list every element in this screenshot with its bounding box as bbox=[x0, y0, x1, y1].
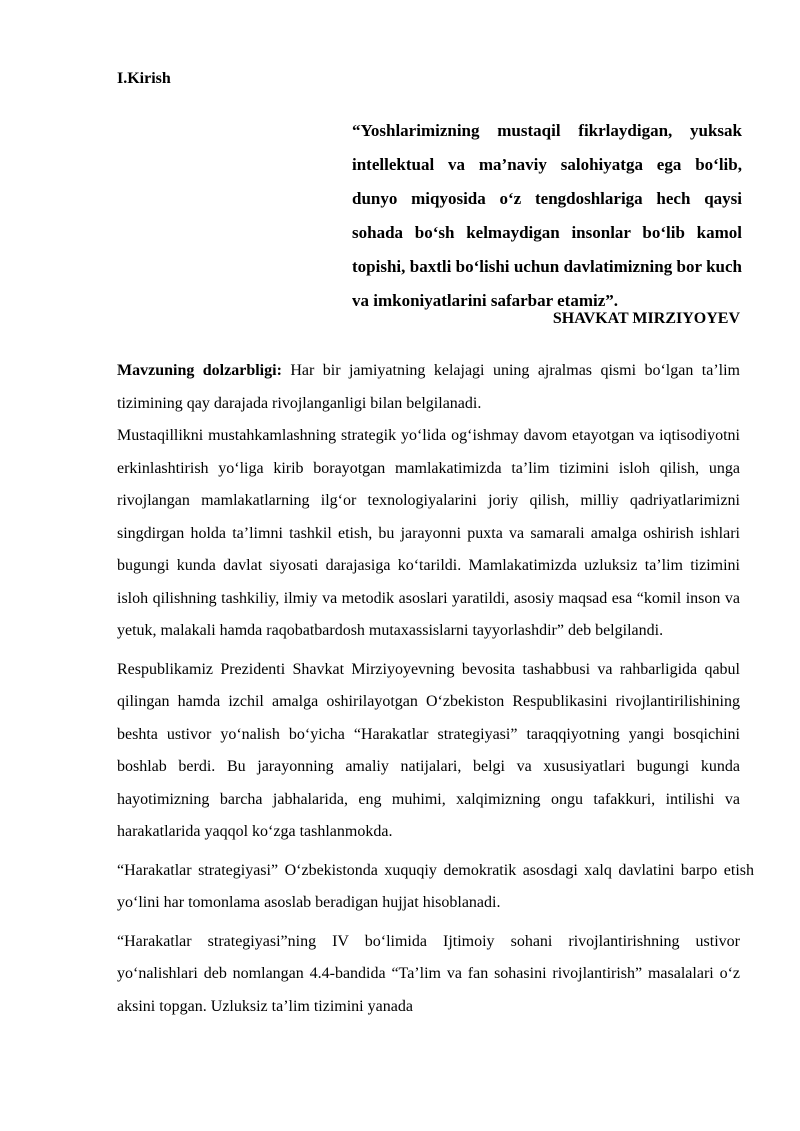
paragraph-strategy-document: “Harakatlar strategiyasi” O‘zbekistonda xuquqiy demokratik asosdagi xalq davlatini barpo etish yo‘lini har tomonlama asoslab beradigan hujjat hisoblanadi. bbox=[117, 861, 754, 911]
body-text bbox=[117, 355, 754, 1029]
epigraph-author: SHAVKAT MIRZIYOYEV bbox=[552, 310, 740, 327]
paragraph-education-section: “Harakatlar strategiyasi”ning IV bo‘limida Ijtimoiy sohani rivojlantirishning ustivor yo‘nalishlari deb nomlangan 4.4-bandida “Ta’lim va fan sohasini rivojlantirish” masalalari o‘z aksini topgan. Uzluksiz ta’lim tizimini yanada bbox=[117, 932, 740, 1015]
paragraph-reform: Mustaqillikni mustahkamlashning strategik yo‘lida og‘ishmay davom etayotgan va iqtisodiyotni erkinlashtirish yo‘liga kirib borayotgan mamlakatimizda ta’lim tizimini isloh qilish, unga rivojlangan mamlakatlarning ilg‘or texnologiyalarini joriy qilish, milliy qadriyatlarimizni singdirgan holda ta’limni tashkil etish, bu jarayonni puxta va samarali amalga oshirish ishlari bugungi kunda davlat siyosati darajasiga ko‘tarildi. Mamlakatimizda uzluksiz ta’lim tizimini isloh qilishning tashkiliy, ilmiy va metodik asoslari yaratildi, asosiy maqsad esa “komil inson va yetuk, malakali hamda raqobatbardosh mutaxassislarni tayyorlashdir” deb belgilandi. bbox=[117, 427, 740, 639]
section-heading: I.Kirish bbox=[117, 70, 171, 87]
paragraph-strategy: Respublikamiz Prezidenti Shavkat Mirziyoyevning bevosita tashabbusi va rahbarligida qabul qilingan hamda izchil amalga oshirilayotgan O‘zbekiston Respublikasini rivojlantirilishining beshta ustivor yo‘nalish bo‘yicha “Harakatlar strategiyasi” taraqqiyotning yangi bosqichini boshlab berdi. Bu jarayonning amaliy natijalari, belgi va xususiyatlari bugungi kunda hayotimizning barcha jabhalarida, eng muhimi, xalqimizning ongu tafakkuri, intilishi va harakatlarida yaqqol ko‘zga tashlanmokda. bbox=[117, 660, 740, 840]
relevance-label: Mavzuning dolzarbligi: bbox=[117, 362, 282, 379]
relevance-text: Har bir jamiyatning kelajagi uning ajralmas qismi bo‘lgan ta’lim tizimining qay darajada rivojlanganligi bilan belgilanadi. bbox=[117, 362, 741, 412]
paragraph-relevance bbox=[117, 355, 740, 420]
epigraph-quote: “Yoshlarimizning mustaqil fikrlaydigan, yuksak intellektual va ma’naviy salohiyatga ega bo‘lib, dunyo miqyosida o‘z tengdoshlariga hech qaysi sohada bo‘sh kelmaydigan insonlar bo‘lib kamol topishi, baxtli bo‘lishi uchun davlatimizning bor kuch va imkoniyatlarini safarbar etamiz”. bbox=[352, 121, 742, 310]
